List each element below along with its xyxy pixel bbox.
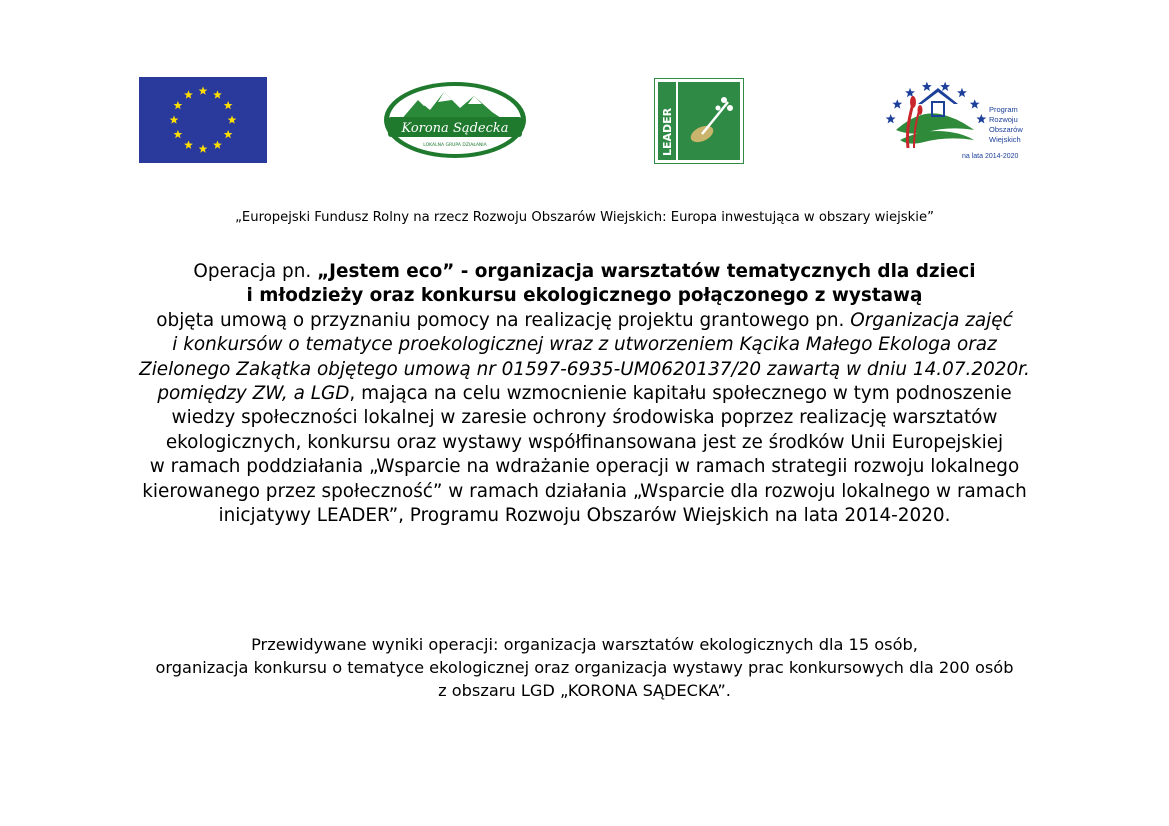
operation-line-6: [60, 382, 1109, 406]
operation-goal-text: , mająca na celu wzmocnienie kapitału społecznego w tym podnoszenie: [349, 383, 1012, 405]
prow-star-icon: [905, 88, 915, 97]
results-line-1: Przewidywane wyniki operacji: organizacja warsztatów ekologicznych dla 15 osób,: [251, 635, 918, 654]
operation-line-8: ekologicznych, konkursu oraz wystawy współfinansowana jest ze środków Unii Europejskiej: [165, 431, 1004, 453]
operation-line-3: [60, 309, 1109, 333]
operation-line-1: [60, 260, 1109, 284]
operation-line-9: w ramach poddziałania „Wsparcie na wdrażanie operacji w ramach strategii rozwoju lokalnego: [149, 456, 1020, 478]
operation-line-10: kierowanego przez społeczność” w ramach działania „Wsparcie dla rozwoju lokalnego w ramach: [142, 480, 1027, 502]
prow-line-3: Obszarów: [989, 125, 1023, 134]
project-name-part-2: i konkursów o tematyce proekologicznej wraz z utworzeniem Kącika Małego Ekologa oraz: [172, 334, 997, 356]
korona-sadecka-logo: [382, 80, 528, 160]
operation-contract-text: objęta umową o przyznaniu pomocy na realizację projektu grantowego pn.: [156, 309, 851, 331]
operation-prefix: Operacja pn.: [193, 261, 318, 282]
leader-logo: [654, 78, 744, 164]
operation-line-11: inicjatywy LEADER”, Programu Rozwoju Obszarów Wiejskich na lata 2014-2020.: [218, 505, 951, 527]
results-line-2: organizacja konkursu o tematyce ekologicznej oraz organizacja wystawy prac konkursowych dla 200 osób: [155, 658, 1014, 677]
operation-title-part-2: i młodzieży oraz konkursu ekologicznego połączonego z wystawą: [246, 285, 923, 307]
eu-flag-icon: [139, 77, 267, 163]
prow-star-icon: [976, 114, 986, 123]
prow-line-4: Wiejskich: [989, 135, 1021, 144]
funding-statement: „Europejski Fundusz Rolny na rzecz Rozwoju Obszarów Wiejskich: Europa inwestująca w obszary wiejskie”: [235, 210, 934, 225]
project-name-part-4: pomiędzy ZW, a LGD: [157, 383, 350, 405]
operation-line-4: [60, 333, 1109, 357]
prow-logo: [878, 70, 1038, 166]
prow-line-1: Program: [989, 105, 1018, 114]
prow-line-2: Rozwoju: [989, 115, 1018, 124]
operation-line-2: [60, 284, 1109, 308]
korona-logo-subtext: LOKALNA GRUPA DZIAŁANIA: [423, 143, 487, 148]
operation-line-5: [60, 358, 1109, 382]
prow-star-icon: [957, 88, 967, 97]
prow-star-icon: [970, 99, 980, 108]
eu-flag-logo: [139, 77, 267, 163]
prow-star-icon: [892, 99, 902, 108]
results-line-3: z obszaru LGD „KORONA SĄDECKA”.: [438, 681, 731, 700]
prow-star-icon: [940, 82, 950, 91]
project-name-part-1: Organizacja zajęć: [850, 309, 1013, 331]
prow-star-icon: [886, 114, 896, 123]
operation-description: [60, 260, 1109, 528]
project-name-part-3: Zielonego Zakątka objętego umową nr 01597-6935-UM0620137/20 zawartą w dniu 14.07.2020r.: [139, 358, 1030, 380]
expected-results: [60, 633, 1109, 702]
prow-star-icon: [922, 82, 932, 91]
operation-line-7: wiedzy społeczności lokalnej w zaresie ochrony środowiska poprzez realizację warsztatów: [171, 407, 998, 429]
prow-years: na lata 2014-2020: [962, 153, 1019, 160]
leader-logo-text: LEADER: [661, 107, 674, 156]
korona-logo-text: Korona Sądecka: [401, 121, 509, 136]
operation-title-part-1: „Jestem eco” - organizacja warsztatów tematycznych dla dzieci: [317, 261, 976, 282]
